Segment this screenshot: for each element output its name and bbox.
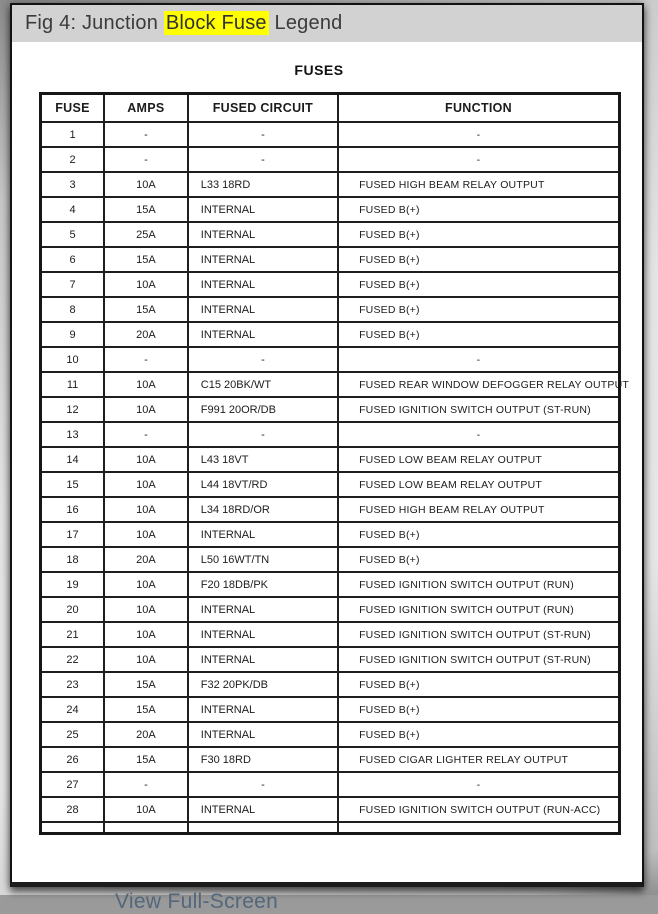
function-cell: FUSED B(+) (338, 722, 619, 747)
table-row (41, 697, 620, 722)
function-cell: FUSED IGNITION SWITCH OUTPUT (RUN) (338, 572, 619, 597)
column-header: FUSE (41, 94, 105, 123)
table-row (41, 222, 620, 247)
function-cell: FUSED B(+) (338, 672, 619, 697)
function-cell: FUSED LOW BEAM RELAY OUTPUT (338, 447, 619, 472)
circuit-cell: L50 16WT/TN (188, 547, 338, 572)
table-row (41, 247, 620, 272)
function-cell: FUSED B(+) (338, 322, 619, 347)
amps-cell: 15A (104, 747, 188, 772)
figure-title (25, 12, 342, 35)
table-row (41, 747, 620, 772)
function-cell: - (338, 772, 619, 797)
fuse-cell: 5 (41, 222, 105, 247)
amps-cell: 10A (104, 572, 188, 597)
amps-cell: - (104, 122, 188, 147)
column-header: FUNCTION (338, 94, 619, 123)
amps-cell: 15A (104, 197, 188, 222)
fuse-cell: 26 (41, 747, 105, 772)
table-row (41, 122, 620, 147)
amps-cell (104, 822, 188, 834)
fuses-heading: FUSES (294, 62, 344, 78)
table-row (41, 397, 620, 422)
function-cell: - (338, 347, 619, 372)
amps-cell: 10A (104, 622, 188, 647)
function-cell: - (338, 422, 619, 447)
table-row (41, 547, 620, 572)
fuse-cell: 3 (41, 172, 105, 197)
fuse-cell: 9 (41, 322, 105, 347)
circuit-cell: F30 18RD (188, 747, 338, 772)
table-row (41, 772, 620, 797)
amps-cell: 20A (104, 722, 188, 747)
fuse-cell: 19 (41, 572, 105, 597)
function-cell: FUSED IGNITION SWITCH OUTPUT (ST-RUN) (338, 622, 619, 647)
function-cell: FUSED B(+) (338, 197, 619, 222)
function-cell: FUSED IGNITION SWITCH OUTPUT (ST-RUN) (338, 397, 619, 422)
function-cell: FUSED IGNITION SWITCH OUTPUT (RUN-ACC) (338, 797, 619, 822)
amps-cell: 10A (104, 647, 188, 672)
function-cell: FUSED B(+) (338, 247, 619, 272)
amps-cell: - (104, 147, 188, 172)
circuit-cell: F20 18DB/PK (188, 572, 338, 597)
function-cell: FUSED REAR WINDOW DEFOGGER RELAY OUTPUT (338, 372, 619, 397)
circuit-cell: INTERNAL (188, 222, 338, 247)
table-row (41, 347, 620, 372)
fuse-cell: 15 (41, 472, 105, 497)
function-cell: FUSED B(+) (338, 222, 619, 247)
circuit-cell: L33 18RD (188, 172, 338, 197)
amps-cell: - (104, 347, 188, 372)
function-cell: FUSED B(+) (338, 547, 619, 572)
fuse-cell: 25 (41, 722, 105, 747)
table-row (41, 472, 620, 497)
fuse-cell: 14 (41, 447, 105, 472)
amps-cell: 10A (104, 372, 188, 397)
function-cell: FUSED IGNITION SWITCH OUTPUT (RUN) (338, 597, 619, 622)
table-row (41, 597, 620, 622)
column-header: FUSED CIRCUIT (188, 94, 338, 123)
fuse-cell: 18 (41, 547, 105, 572)
amps-cell: 10A (104, 497, 188, 522)
circuit-cell: INTERNAL (188, 322, 338, 347)
circuit-cell: - (188, 422, 338, 447)
circuit-cell: INTERNAL (188, 297, 338, 322)
circuit-cell: - (188, 772, 338, 797)
table-row (41, 197, 620, 222)
table-row (41, 572, 620, 597)
table-row (41, 322, 620, 347)
fuse-cell: 16 (41, 497, 105, 522)
circuit-cell: INTERNAL (188, 272, 338, 297)
function-cell: FUSED B(+) (338, 297, 619, 322)
fuse-cell: 10 (41, 347, 105, 372)
circuit-cell: INTERNAL (188, 247, 338, 272)
fuse-legend-table (39, 92, 629, 835)
amps-cell: 10A (104, 447, 188, 472)
amps-cell: - (104, 422, 188, 447)
table-row (41, 272, 620, 297)
amps-cell: 10A (104, 597, 188, 622)
table-row (41, 422, 620, 447)
fuse-cell: 11 (41, 372, 105, 397)
amps-cell: 15A (104, 247, 188, 272)
circuit-cell: INTERNAL (188, 697, 338, 722)
circuit-cell: INTERNAL (188, 597, 338, 622)
amps-cell: 25A (104, 222, 188, 247)
fuse-cell: 24 (41, 697, 105, 722)
amps-cell: - (104, 772, 188, 797)
table-row (41, 172, 620, 197)
view-full-screen-link[interactable]: View Full-Screen (115, 890, 279, 913)
fuse-cell: 20 (41, 597, 105, 622)
amps-cell: 15A (104, 697, 188, 722)
amps-cell: 20A (104, 547, 188, 572)
circuit-cell: - (188, 347, 338, 372)
figure-title-suffix: Legend (268, 12, 343, 34)
circuit-cell: INTERNAL (188, 522, 338, 547)
amps-cell: 10A (104, 522, 188, 547)
fuse-cell: 27 (41, 772, 105, 797)
search-highlight: Block Fuse (165, 12, 267, 34)
amps-cell: 10A (104, 272, 188, 297)
circuit-cell: INTERNAL (188, 197, 338, 222)
table-row (41, 447, 620, 472)
circuit-cell: F991 20OR/DB (188, 397, 338, 422)
circuit-cell: L43 18VT (188, 447, 338, 472)
fuse-cell: 1 (41, 122, 105, 147)
fuse-cell: 4 (41, 197, 105, 222)
circuit-cell: INTERNAL (188, 647, 338, 672)
circuit-cell: - (188, 147, 338, 172)
function-cell: FUSED B(+) (338, 697, 619, 722)
table-row (41, 722, 620, 747)
header-row (41, 94, 620, 123)
table-row (41, 647, 620, 672)
window-titlebar (12, 5, 642, 42)
circuit-cell: C15 20BK/WT (188, 372, 338, 397)
amps-cell: 15A (104, 672, 188, 697)
circuit-cell: L34 18RD/OR (188, 497, 338, 522)
function-cell: FUSED HIGH BEAM RELAY OUTPUT (338, 172, 619, 197)
fuse-cell: 8 (41, 297, 105, 322)
function-cell: FUSED LOW BEAM RELAY OUTPUT (338, 472, 619, 497)
table-row (41, 522, 620, 547)
fuse-table-body (41, 122, 629, 834)
amps-cell: 15A (104, 297, 188, 322)
column-header: AMPS (104, 94, 188, 123)
figure-title-prefix: Fig 4: Junction (25, 12, 164, 34)
function-cell: FUSED B(+) (338, 272, 619, 297)
function-cell: FUSED HIGH BEAM RELAY OUTPUT (338, 497, 619, 522)
function-cell: FUSED IGNITION SWITCH OUTPUT (ST-RUN) (338, 647, 619, 672)
table-row (41, 372, 620, 397)
table-row (41, 672, 620, 697)
fuse-cell: 22 (41, 647, 105, 672)
function-cell (338, 822, 619, 834)
function-cell: FUSED B(+) (338, 522, 619, 547)
amps-cell: 20A (104, 322, 188, 347)
fuse-cell: 12 (41, 397, 105, 422)
fuse-cell: 28 (41, 797, 105, 822)
circuit-cell: INTERNAL (188, 722, 338, 747)
fuse-cell: 2 (41, 147, 105, 172)
amps-cell: 10A (104, 397, 188, 422)
figure-viewer-window (10, 3, 644, 913)
fuse-cell: 13 (41, 422, 105, 447)
amps-cell: 10A (104, 472, 188, 497)
table-row-partial (41, 822, 620, 834)
fuse-cell: 21 (41, 622, 105, 647)
circuit-cell: - (188, 122, 338, 147)
table-row (41, 622, 620, 647)
fuse-cell: 7 (41, 272, 105, 297)
circuit-cell: L44 18VT/RD (188, 472, 338, 497)
table-row (41, 497, 620, 522)
fuse-cell: 23 (41, 672, 105, 697)
table-row (41, 147, 620, 172)
fuse-cell: 17 (41, 522, 105, 547)
circuit-cell: INTERNAL (188, 797, 338, 822)
fuse-cell: 6 (41, 247, 105, 272)
function-cell: FUSED CIGAR LIGHTER RELAY OUTPUT (338, 747, 619, 772)
amps-cell: 10A (104, 172, 188, 197)
table-row (41, 797, 620, 822)
amps-cell: 10A (104, 797, 188, 822)
document-page (12, 62, 642, 913)
function-cell: - (338, 147, 619, 172)
fuse-cell (41, 822, 105, 834)
table-row (41, 297, 620, 322)
function-cell: - (338, 122, 619, 147)
circuit-cell: F32 20PK/DB (188, 672, 338, 697)
circuit-cell: INTERNAL (188, 622, 338, 647)
circuit-cell (188, 822, 338, 834)
